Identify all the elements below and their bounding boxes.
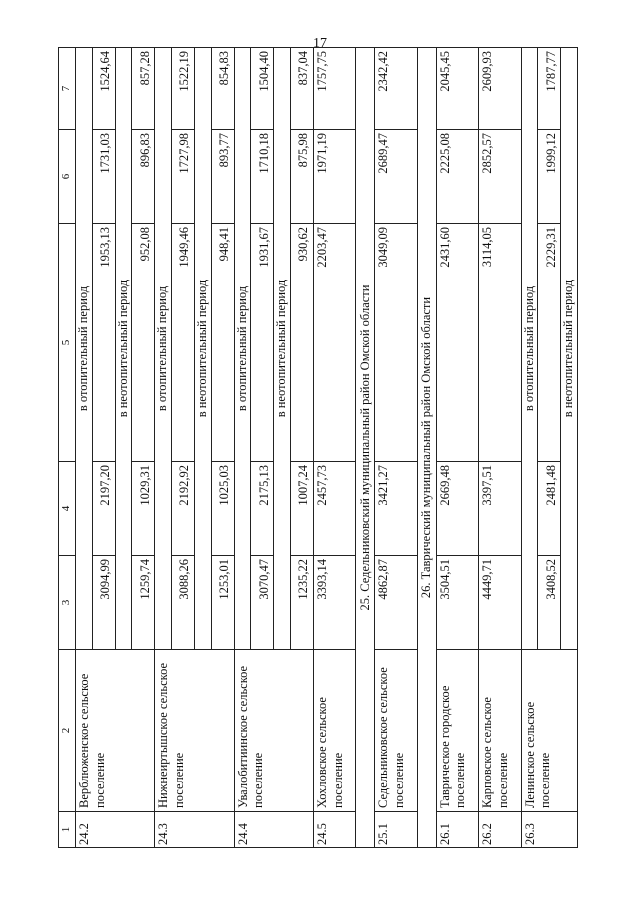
value-cell: 3393,14 — [314, 556, 356, 650]
value-cell: 2431,60 — [436, 224, 478, 462]
value-cell: 930,62 — [290, 224, 313, 462]
period-heating-label: в отопительный период — [234, 48, 251, 650]
table-row — [521, 48, 538, 848]
header-cell: 5 — [59, 224, 76, 462]
value-cell: 2229,31 — [538, 224, 561, 462]
value-cell: 1007,24 — [290, 462, 313, 556]
header-cell: 7 — [59, 48, 76, 130]
header-cell: 3 — [59, 556, 76, 650]
settlement-name: Таврическое городское поселение — [436, 650, 478, 812]
row-index: 24.2 — [76, 812, 155, 848]
value-cell: 3049,09 — [375, 224, 417, 462]
tariff-table — [58, 47, 578, 848]
row-index: 24.3 — [155, 812, 234, 848]
value-cell: 875,98 — [290, 130, 313, 224]
value-cell: 952,08 — [132, 224, 155, 462]
section-row — [417, 48, 436, 848]
value-cell: 2192,92 — [171, 462, 194, 556]
value-cell: 3421,27 — [375, 462, 417, 556]
value-cell: 3397,51 — [479, 462, 521, 556]
value-cell: 1727,98 — [171, 130, 194, 224]
value-cell: 1259,74 — [132, 556, 155, 650]
period-heating-label: в отопительный период — [521, 48, 538, 650]
value-cell: 893,77 — [211, 130, 234, 224]
value-cell: 2197,20 — [92, 462, 115, 556]
value-cell: 1731,03 — [92, 130, 115, 224]
header-cell: 4 — [59, 462, 76, 556]
value-cell: 1971,19 — [314, 130, 356, 224]
header-cell: 2 — [59, 650, 76, 812]
value-cell: 2481,48 — [538, 462, 561, 556]
value-cell: 1522,19 — [171, 48, 194, 130]
table-row — [479, 48, 521, 848]
period-nonheating-label: в неотопительный период — [561, 48, 578, 650]
value-cell: 1025,03 — [211, 462, 234, 556]
row-index: 24.4 — [234, 812, 313, 848]
value-cell: 2225,08 — [436, 130, 478, 224]
section-title: 26. Таврический муниципальный район Омской области — [417, 48, 436, 848]
settlement-name: Седельниковское сельское поселение — [375, 650, 417, 812]
value-cell: 3094,99 — [92, 556, 115, 650]
period-nonheating-label: в неотопительный период — [195, 48, 212, 650]
settlement-name: Нижнеиртышское сельское поселение — [155, 650, 234, 812]
section-title: 25. Седельниковский муниципальный район Омской области — [356, 48, 375, 848]
value-cell: 2175,13 — [251, 462, 274, 556]
value-cell: 3088,26 — [171, 556, 194, 650]
period-heating-label: в отопительный период — [76, 48, 93, 650]
value-cell: 1949,46 — [171, 224, 194, 462]
value-cell: 2689,47 — [375, 130, 417, 224]
header-cell: 1 — [59, 812, 76, 848]
value-cell: 2342,42 — [375, 48, 417, 130]
value-cell: 1524,64 — [92, 48, 115, 130]
value-cell: 1710,18 — [251, 130, 274, 224]
settlement-name: Хохловское сельское поселение — [314, 650, 356, 812]
row-index: 25.1 — [375, 812, 417, 848]
header-cell: 6 — [59, 130, 76, 224]
value-cell: 2609,93 — [479, 48, 521, 130]
rotated-table-content — [58, 48, 578, 848]
value-cell: 837,04 — [290, 48, 313, 130]
header-row — [59, 48, 76, 848]
value-cell: 948,41 — [211, 224, 234, 462]
row-index: 26.1 — [436, 812, 478, 848]
value-cell: 854,83 — [211, 48, 234, 130]
value-cell: 1235,22 — [290, 556, 313, 650]
value-cell: 4862,87 — [375, 556, 417, 650]
value-cell: 3114,05 — [479, 224, 521, 462]
value-cell: 3408,52 — [538, 556, 561, 650]
value-cell: 3504,51 — [436, 556, 478, 650]
value-cell: 2669,48 — [436, 462, 478, 556]
value-cell: 1787,77 — [538, 48, 561, 130]
row-index: 26.2 — [479, 812, 521, 848]
section-row — [356, 48, 375, 848]
table-row — [155, 48, 172, 848]
value-cell: 1757,75 — [314, 48, 356, 130]
settlement-name: Карповское сельское поселение — [479, 650, 521, 812]
settlement-name: Ленинское сельское поселение — [521, 650, 577, 812]
value-cell: 2457,73 — [314, 462, 356, 556]
value-cell: 4449,71 — [479, 556, 521, 650]
value-cell: 2852,57 — [479, 130, 521, 224]
value-cell: 1931,67 — [251, 224, 274, 462]
period-nonheating-label: в неотопительный период — [274, 48, 291, 650]
value-cell: 1029,31 — [132, 462, 155, 556]
table-row — [375, 48, 417, 848]
rotated-table-frame — [58, 48, 578, 848]
value-cell: 3070,47 — [251, 556, 274, 650]
settlement-name: Увалобитиинское сельское поселение — [234, 650, 313, 812]
period-nonheating-label: в неотопительный период — [115, 48, 132, 650]
settlement-name: Верблюженское сельское поселение — [76, 650, 155, 812]
value-cell: 1253,01 — [211, 556, 234, 650]
value-cell: 1953,13 — [92, 224, 115, 462]
table-row — [76, 48, 93, 848]
table-row — [314, 48, 356, 848]
value-cell: 1504,40 — [251, 48, 274, 130]
table-row — [436, 48, 478, 848]
period-heating-label: в отопительный период — [155, 48, 172, 650]
value-cell: 2045,45 — [436, 48, 478, 130]
page-number: 17 — [313, 36, 327, 51]
value-cell: 896,83 — [132, 130, 155, 224]
value-cell: 2203,47 — [314, 224, 356, 462]
row-index: 26.3 — [521, 812, 577, 848]
table-row — [234, 48, 251, 848]
value-cell: 857,28 — [132, 48, 155, 130]
row-index: 24.5 — [314, 812, 356, 848]
value-cell: 1999,12 — [538, 130, 561, 224]
